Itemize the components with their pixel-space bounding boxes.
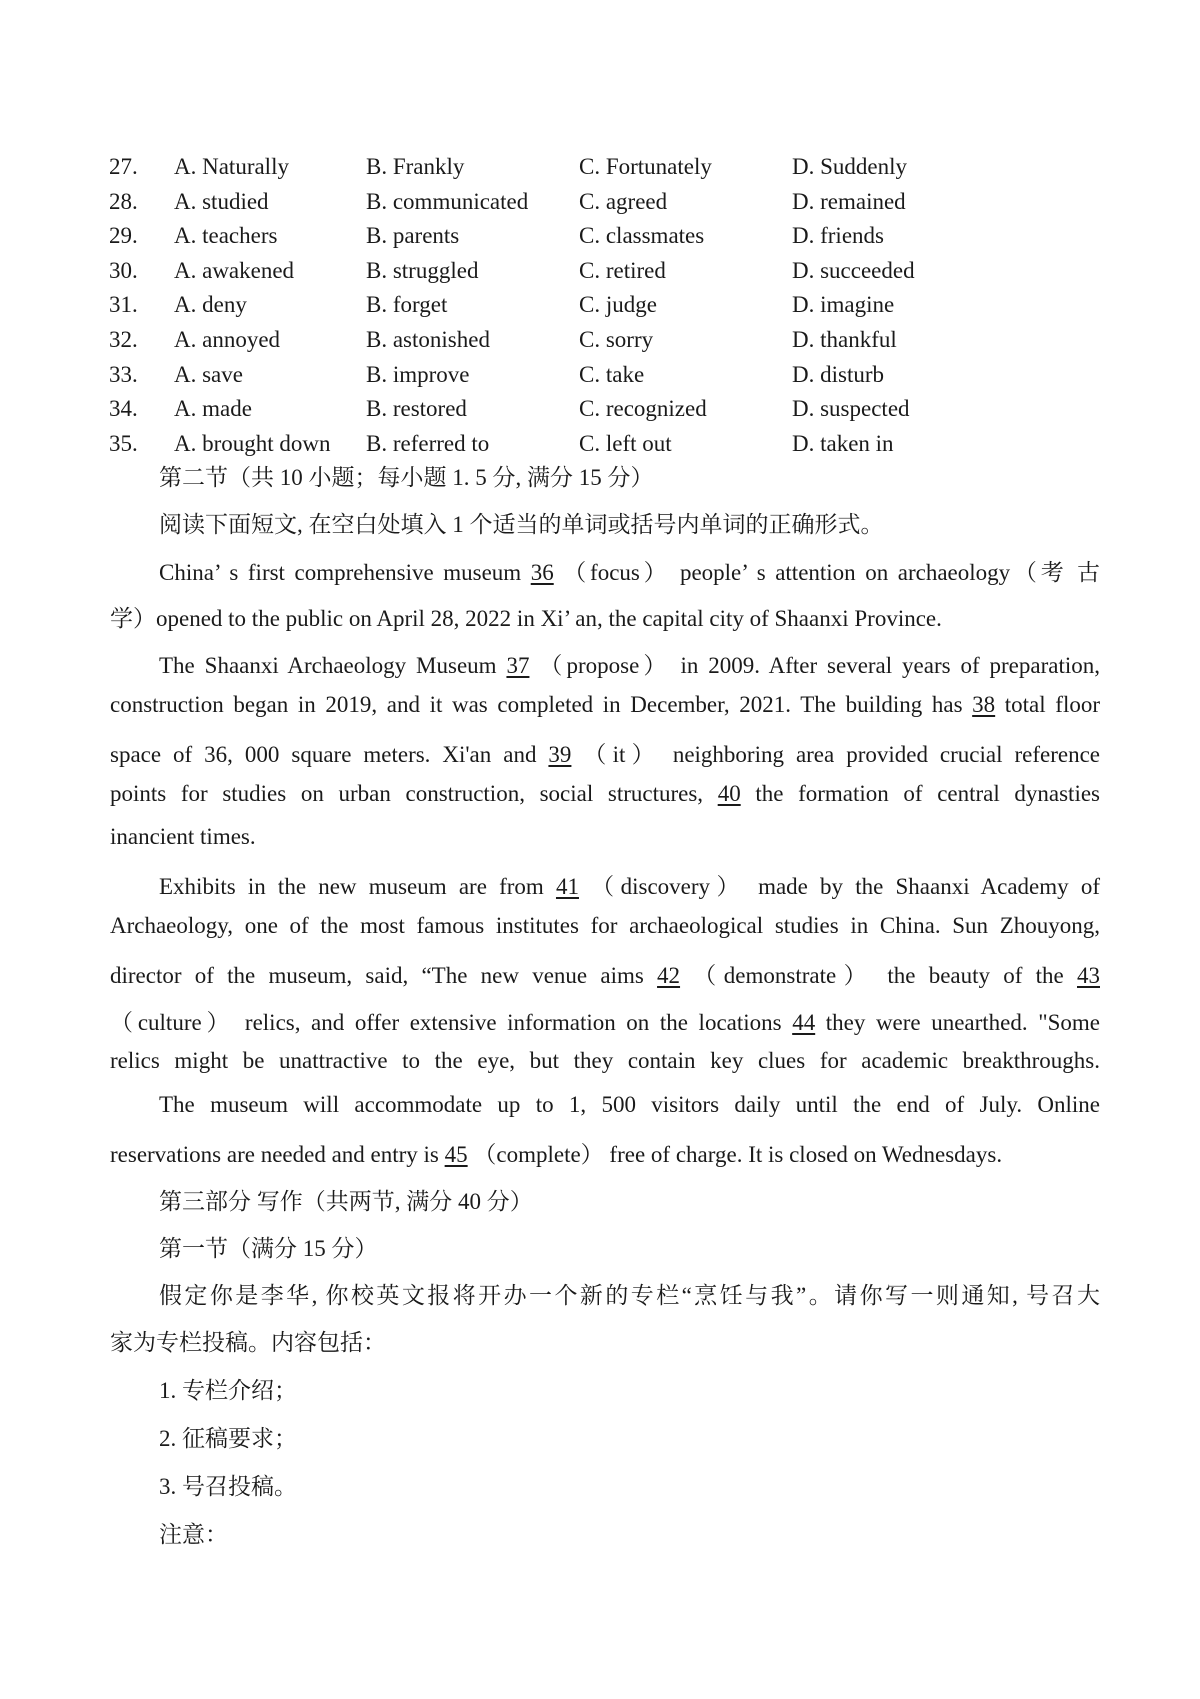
option-d: D. suspected bbox=[792, 396, 910, 422]
option-b: B. astonished bbox=[366, 326, 490, 352]
option-a: A. studied bbox=[174, 188, 269, 214]
option-b: B. communicated bbox=[366, 188, 529, 214]
passage-line: China’ s first comprehensive museum 36 （focus） people’ s attention on archaeology（考 古 bbox=[159, 560, 1101, 585]
option-c: C. retired bbox=[579, 257, 666, 283]
option-d: D. thankful bbox=[792, 326, 897, 352]
passage-line: inancient times. bbox=[110, 824, 256, 849]
option-a: A. deny bbox=[174, 292, 247, 318]
option-c: C. sorry bbox=[579, 326, 654, 352]
option-row bbox=[0, 219, 1200, 254]
passage-line: Archaeology, one of the most famous institutes for archaeological studies in China. Sun Zhouyong, bbox=[110, 913, 1100, 938]
option-d: D. Suddenly bbox=[792, 154, 907, 179]
question-number: 27. bbox=[109, 154, 138, 179]
option-b: B. struggled bbox=[366, 257, 479, 283]
option-d: D. taken in bbox=[792, 430, 894, 456]
option-row bbox=[0, 185, 1200, 220]
choice-options bbox=[0, 150, 1200, 461]
option-a: A. annoyed bbox=[174, 326, 281, 352]
passage-line: points for studies on urban construction, social structures, 40 the formation of central dynasties bbox=[110, 781, 1100, 806]
writing-prompt: 假定你是李华, 你校英文报将开办一个新的专栏“烹饪与我”。请你写一则通知, 号召大 bbox=[159, 1283, 1100, 1308]
passage-line: 学）opened to the public on April 28, 2022 in Xi’ an, the capital city of Shaanxi Province. bbox=[110, 606, 942, 631]
passage-line: The Shaanxi Archaeology Museum 37 （propose） in 2009. After several years of preparation, bbox=[159, 653, 1100, 678]
blank-39: 39 bbox=[548, 742, 572, 767]
option-d: D. succeeded bbox=[792, 257, 915, 283]
option-b: B. parents bbox=[366, 223, 460, 249]
passage-line: Exhibits in the new museum are from 41 （discovery） made by the Shaanxi Academy of bbox=[159, 874, 1101, 899]
option-row bbox=[0, 427, 1200, 462]
option-c: C. Fortunately bbox=[579, 154, 712, 179]
part3-section1: 第一节（满分 15 分） bbox=[159, 1236, 378, 1261]
option-b: B. Frankly bbox=[366, 154, 465, 179]
writing-prompt: 家为专栏投稿。内容包括： bbox=[110, 1330, 386, 1355]
option-row bbox=[0, 254, 1200, 289]
requirement-item: 3. 号召投稿。 bbox=[159, 1474, 297, 1499]
requirement-item: 1. 专栏介绍； bbox=[159, 1378, 297, 1403]
option-c: C. agreed bbox=[579, 188, 668, 214]
question-number: 34. bbox=[109, 396, 138, 422]
option-d: D. remained bbox=[792, 188, 906, 214]
blank-37: 37 bbox=[506, 653, 530, 678]
option-d: D. imagine bbox=[792, 292, 895, 318]
option-b: B. referred to bbox=[366, 430, 490, 456]
question-number: 33. bbox=[109, 361, 138, 387]
passage-line: construction began in 2019, and it was completed in December, 2021. The building has 38 total floor bbox=[110, 692, 1100, 717]
requirement-item: 2. 征稿要求； bbox=[159, 1426, 297, 1451]
passage-line: relics might be unattractive to the eye, but they contain key clues for academic breakthroughs. bbox=[110, 1048, 1100, 1073]
blank-41: 41 bbox=[555, 874, 579, 899]
option-row bbox=[0, 150, 1200, 185]
option-a: A. teachers bbox=[174, 223, 278, 249]
option-c: C. recognized bbox=[579, 396, 707, 422]
option-c: C. take bbox=[579, 361, 645, 387]
passage-line: The museum will accommodate up to 1, 500 visitors daily until the end of July. Online bbox=[159, 1092, 1100, 1117]
blank-40: 40 bbox=[717, 781, 741, 806]
section2-heading: 第二节（共 10 小题；每小题 1. 5 分, 满分 15 分） bbox=[159, 465, 654, 490]
option-a: A. Naturally bbox=[174, 154, 289, 179]
question-number: 28. bbox=[109, 188, 138, 214]
option-a: A. brought down bbox=[174, 430, 331, 456]
option-b: B. forget bbox=[366, 292, 448, 318]
blank-44: 44 bbox=[792, 1010, 816, 1035]
option-row bbox=[0, 323, 1200, 358]
option-c: C. judge bbox=[579, 292, 657, 318]
section2-instruction: 阅读下面短文, 在空白处填入 1 个适当的单词或括号内单词的正确形式。 bbox=[159, 512, 884, 537]
option-row bbox=[0, 358, 1200, 393]
option-d: D. friends bbox=[792, 223, 884, 249]
option-c: C. left out bbox=[579, 430, 672, 456]
question-number: 31. bbox=[109, 292, 138, 318]
passage-line: director of the museum, said, “The new venue aims 42 （demonstrate） the beauty of the 43 bbox=[110, 963, 1100, 988]
option-c: C. classmates bbox=[579, 223, 705, 249]
option-d: D. disturb bbox=[792, 361, 884, 387]
part3-heading: 第三部分 写作（共两节, 满分 40 分） bbox=[159, 1189, 533, 1214]
question-number: 30. bbox=[109, 257, 138, 283]
option-row bbox=[0, 288, 1200, 323]
passage-line: reservations are needed and entry is 45 （complete） free of charge. It is closed on Wednesdays. bbox=[110, 1142, 1003, 1167]
option-b: B. restored bbox=[366, 396, 467, 422]
passage-line: （culture） relics, and offer extensive information on the locations 44 they were unearthed. "Some bbox=[110, 1010, 1100, 1035]
option-a: A. save bbox=[174, 361, 243, 387]
option-row bbox=[0, 392, 1200, 427]
question-number: 32. bbox=[109, 326, 138, 352]
option-a: A. awakened bbox=[174, 257, 295, 283]
blank-43: 43 bbox=[1077, 963, 1100, 988]
blank-42: 42 bbox=[657, 963, 681, 988]
question-number: 35. bbox=[109, 430, 138, 456]
blank-45: 45 bbox=[444, 1142, 468, 1167]
passage-line: space of 36, 000 square meters. Xi'an and 39 （it） neighboring area provided crucial reference bbox=[110, 742, 1100, 767]
note-label: 注意： bbox=[159, 1522, 228, 1547]
blank-38: 38 bbox=[972, 692, 996, 717]
blank-36: 36 bbox=[530, 560, 554, 585]
option-a: A. made bbox=[174, 396, 252, 422]
question-number: 29. bbox=[109, 223, 138, 249]
option-b: B. improve bbox=[366, 361, 470, 387]
